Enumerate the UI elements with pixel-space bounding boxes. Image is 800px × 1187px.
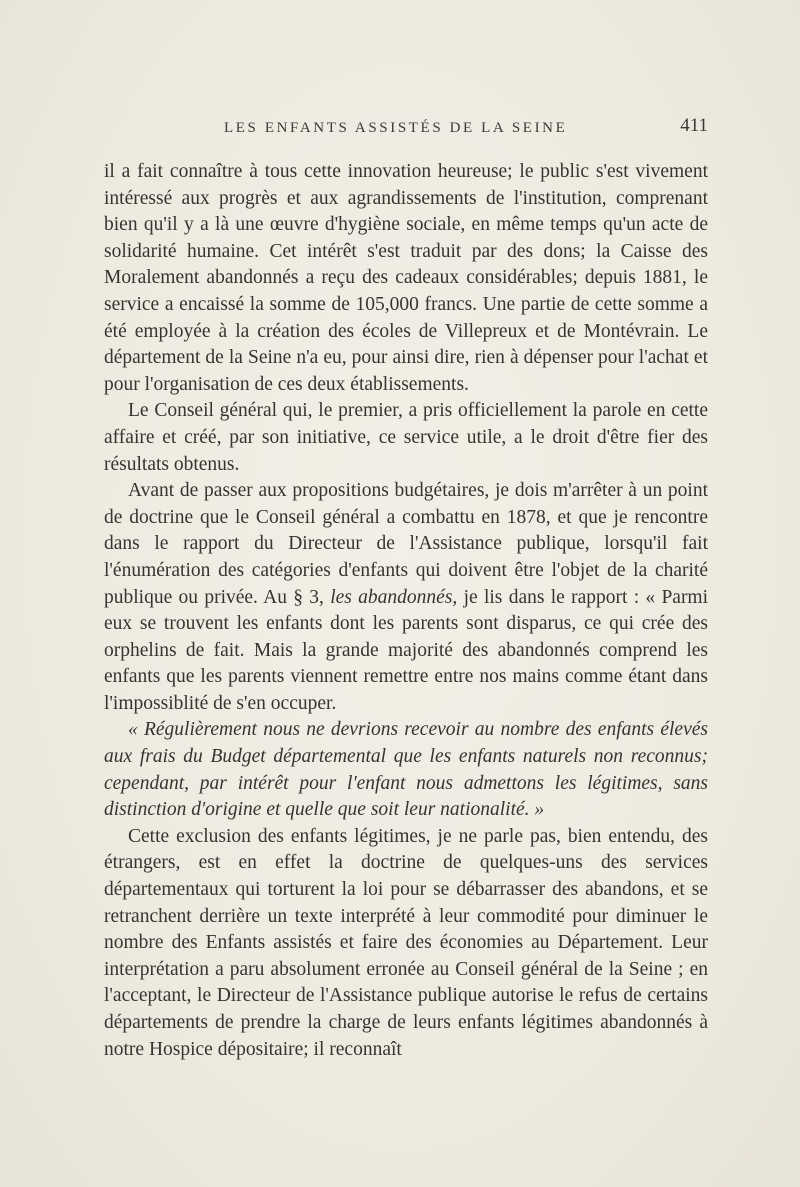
paragraph: Le Conseil général qui, le premier, a pris officiellement la parole en cette affaire et créé, par son initiative, ce service utile, a le droit d'être fier des résultats obtenus.: [104, 400, 708, 475]
page-header: [104, 115, 708, 142]
paragraph-text: je lis dans le rapport : « Parmi eux se trouvent les enfants dont les parents sont disparus, ce qui crée des orphelins de fait. Mais la grande majorité des abandonnés comprend les enfants que les parents viennent remettre entre nos mains comme étant dans l'impossiblité de s'en occuper.: [104, 586, 709, 714]
italic-phrase: les abandonnés,: [330, 586, 458, 608]
quoted-paragraph: « Régulièrement nous ne devrions recevoir au nombre des enfants élevés aux frais du Budget départemental que les enfants naturels non reconnus; cependant, par intérêt pour l'enfant nous admettons les légitimes, sans distinction d'origine et quelle que soit leur nationalité. »: [104, 719, 708, 821]
paragraph: Cette exclusion des enfants légitimes, je ne parle pas, bien entendu, des étrangers, est en effet la doctrine de quelques-uns des services départementaux qui torturent la loi pour se débarrasser des abandons, et se retranchent derrière un texte interprété à leur commodité pour diminuer le nombre des Enfants assistés et faire des économies au Département. Leur interprétation a paru absolument erronée au Conseil général de la Seine ; en l'acceptant, le Directeur de l'Assistance publique autorise le refus de certains départements de prendre la charge de leurs enfants légitimes abandonnés à notre Hospice dépositaire; il reconnaît: [104, 825, 708, 1060]
paragraph: il a fait connaître à tous cette innovation heureuse; le public s'est vivement intéressé aux progrès et aux agrandissements de l'institution, comprenant bien qu'il y a là une œuvre d'hygiène sociale, en même temps qu'un acte de solidarité humaine. Cet intérêt s'est traduit par des dons; la Caisse des Moralement abandonnés a reçu des cadeaux considérables; depuis 1881, le service a encaissé la somme de 105,000 francs. Une partie de cette somme a été employée à la création des écoles de Villepreux et de Montévrain. Le département de la Seine n'a eu, pour ainsi dire, rien à dépenser pour l'achat et pour l'organisation de ces deux établissements.: [104, 161, 708, 395]
body-text: [104, 159, 708, 1063]
running-head: LES ENFANTS ASSISTÉS DE LA SEINE: [224, 120, 568, 136]
paragraph: [104, 478, 708, 717]
paragraph-text: Avant de passer aux propositions budgétaires, je dois m'arrêter à un point de doctrine que le Conseil général a combattu en 1878, et que je rencontre dans le rapport du Directeur de l'Assistance publique, lorsqu'il fait l'énumération des catégories d'enfants qui doivent être l'objet de la charité publique ou privée. Au § 3,: [104, 480, 708, 608]
page-number: 411: [680, 115, 708, 136]
